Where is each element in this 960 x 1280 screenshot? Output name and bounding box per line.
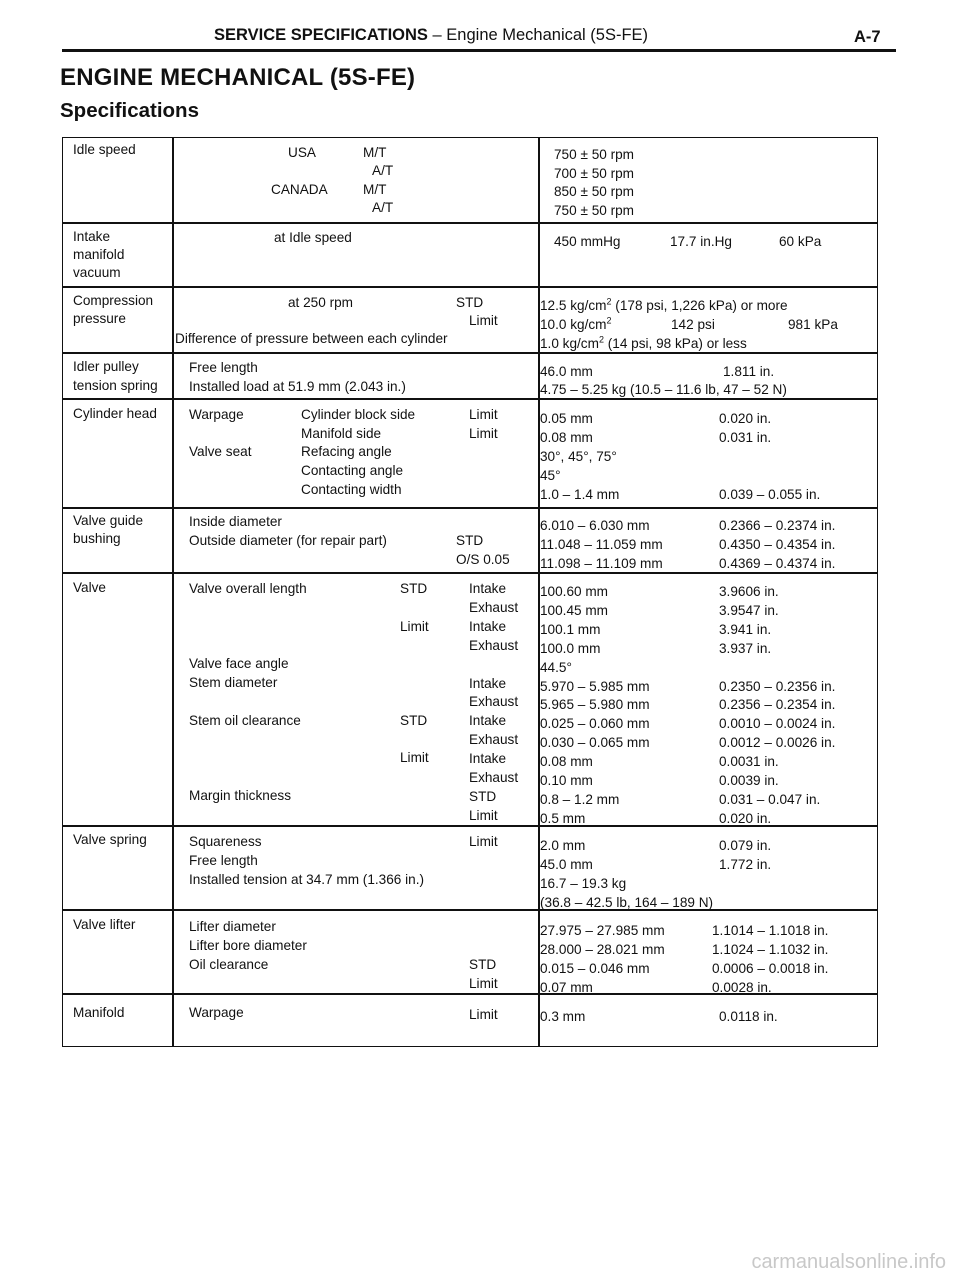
spec-value: 100.60 mm xyxy=(540,584,609,599)
spec-value: 3.9606 in. xyxy=(719,584,779,599)
item-label: Refacing angle xyxy=(301,444,392,459)
valve-side-label: Intake xyxy=(469,618,507,634)
spec-value: 11.098 – 11.109 mm xyxy=(540,556,663,571)
item-label: Cylinder block side xyxy=(301,407,416,422)
valve-side-label: Exhaust xyxy=(469,732,519,748)
condition-label: Difference of pressure between each cylinder xyxy=(175,331,448,346)
spec-value-part: 10.0 kg/cm xyxy=(540,317,607,332)
spec-value: 100.1 mm xyxy=(540,621,601,637)
limit-label: Limit xyxy=(469,407,498,422)
row-divider xyxy=(63,352,877,354)
spec-value: 27.975 – 27.985 mm xyxy=(540,923,665,938)
item-label: Free length xyxy=(189,360,258,375)
item-label: Valve face angle xyxy=(189,656,289,671)
spec-value: 0.2366 – 0.2374 in. xyxy=(719,518,836,533)
spec-value: 60 kPa xyxy=(779,234,822,249)
valve-side-label: Exhaust xyxy=(469,599,519,615)
spec-value: 1.811 in. xyxy=(723,364,775,379)
spec-value: 0.020 in. xyxy=(719,411,772,426)
spec-value: 45° xyxy=(540,468,561,483)
item-label: Warpage xyxy=(189,1005,244,1020)
limit-label: Limit xyxy=(469,313,498,328)
spec-value: 46.0 mm xyxy=(540,364,593,379)
std-label: STD xyxy=(400,581,428,596)
spec-value: 5.970 – 5.985 mm xyxy=(540,678,650,694)
limit-label: Limit xyxy=(469,426,498,441)
watermark: carmanualsonline.info xyxy=(751,1251,946,1273)
row-label: Idler pulley xyxy=(73,359,139,374)
row-label: Cylinder head xyxy=(73,406,157,421)
item-label: Inside diameter xyxy=(189,514,282,529)
condition-label: at Idle speed xyxy=(274,230,352,245)
valve-side-label: Exhaust xyxy=(469,694,519,710)
transmission-label: A/T xyxy=(372,163,394,178)
std-label: STD xyxy=(456,295,484,310)
spec-value: 11.048 – 11.059 mm xyxy=(540,537,663,552)
spec-value: 0.08 mm xyxy=(540,754,593,770)
item-label: Installed tension at 34.7 mm (1.366 in.) xyxy=(189,872,424,887)
spec-value: 1.1024 – 1.1032 in. xyxy=(712,942,829,957)
market-label: USA xyxy=(288,145,316,160)
item-label: Stem oil clearance xyxy=(189,713,301,728)
row-label: manifold xyxy=(73,247,125,262)
row-label: Valve lifter xyxy=(73,917,136,932)
transmission-label: M/T xyxy=(363,145,387,160)
header-rule xyxy=(62,49,896,52)
spec-value: 3.9547 in. xyxy=(719,602,779,618)
spec-value: 0.0118 in. xyxy=(719,1009,778,1024)
spec-value-part: 1.0 kg/cm xyxy=(540,336,599,351)
limit-label: Limit xyxy=(400,750,429,765)
row-divider xyxy=(63,909,877,911)
spec-value: 0.05 mm xyxy=(540,411,593,426)
spec-value xyxy=(540,296,788,315)
valve-side-label: STD xyxy=(469,788,497,804)
specifications-table xyxy=(62,137,878,1047)
row-divider xyxy=(63,222,877,224)
spec-value: 850 ± 50 rpm xyxy=(554,184,635,199)
spec-value: 0.031 in. xyxy=(719,430,772,445)
spec-value: 0.5 mm xyxy=(540,810,586,826)
spec-value: 0.3 mm xyxy=(540,1009,586,1024)
spec-value xyxy=(540,334,747,353)
valve-side-label: Intake xyxy=(469,675,507,691)
std-label: STD xyxy=(469,957,497,972)
spec-value: 0.0031 in. xyxy=(719,754,779,770)
spec-value: 142 psi xyxy=(671,317,715,332)
market-label: CANADA xyxy=(271,182,328,197)
spec-value: 450 mmHg xyxy=(554,234,621,249)
spec-value: 0.2350 – 0.2356 in. xyxy=(719,678,836,694)
spec-value: 0.031 – 0.047 in. xyxy=(719,791,821,807)
spec-value: 0.030 – 0.065 mm xyxy=(540,735,650,751)
row-label: tension spring xyxy=(73,378,158,393)
limit-label: Limit xyxy=(469,1007,498,1022)
row-label: Valve xyxy=(73,580,106,595)
item-label: Valve seat xyxy=(189,444,252,459)
limit-label: Limit xyxy=(400,619,429,634)
spec-value: 6.010 – 6.030 mm xyxy=(540,518,650,533)
spec-value: 0.07 mm xyxy=(540,980,593,995)
item-label: Manifold side xyxy=(301,426,382,441)
spec-value: 0.0010 – 0.0024 in. xyxy=(719,716,836,732)
item-label: Oil clearance xyxy=(189,957,269,972)
spec-value: 0.8 – 1.2 mm xyxy=(540,791,620,807)
std-label: STD xyxy=(400,713,428,728)
page-subtitle: Specifications xyxy=(60,99,199,122)
spec-value: 4.75 – 5.25 kg (10.5 – 11.6 lb, 47 – 52 N) xyxy=(540,382,787,397)
spec-value: 44.5° xyxy=(540,659,572,675)
spec-value: 1.772 in. xyxy=(719,857,772,872)
size-label: O/S 0.05 xyxy=(456,552,510,567)
spec-value: 1.1014 – 1.1018 in. xyxy=(712,923,829,938)
spec-value: 0.4350 – 0.4354 in. xyxy=(719,537,836,552)
superscript: 2 xyxy=(606,296,612,307)
valve-side-label: Intake xyxy=(469,713,507,729)
header-dash: – xyxy=(427,26,447,44)
spec-value xyxy=(540,315,612,334)
item-label: Lifter diameter xyxy=(189,919,276,934)
row-label: Idle speed xyxy=(73,142,136,157)
spec-value: 0.10 mm xyxy=(540,773,593,788)
header-section: SERVICE SPECIFICATIONS xyxy=(214,26,428,44)
row-label: Valve guide xyxy=(73,513,144,528)
spec-value-part: 12.5 kg/cm xyxy=(540,298,607,313)
item-label: Margin thickness xyxy=(189,788,291,803)
item-label: Valve overall length xyxy=(189,581,307,596)
spec-value: 5.965 – 5.980 mm xyxy=(540,697,650,713)
valve-side-label: Intake xyxy=(469,751,507,767)
item-label: Free length xyxy=(189,853,258,868)
row-label: Intake xyxy=(73,229,111,244)
row-label: vacuum xyxy=(73,265,121,280)
spec-value: 3.941 in. xyxy=(719,621,772,637)
item-label: Outside diameter (for repair part) xyxy=(189,533,387,548)
valve-side-label: Limit xyxy=(469,807,498,823)
page-title: ENGINE MECHANICAL (5S-FE) xyxy=(60,64,416,91)
spec-value: 0.025 – 0.060 mm xyxy=(540,716,650,732)
running-header xyxy=(214,26,648,45)
spec-value: 1.0 – 1.4 mm xyxy=(540,487,620,502)
spec-value: 2.0 mm xyxy=(540,838,586,853)
spec-value: 0.0012 – 0.0026 in. xyxy=(719,735,836,751)
item-label: Lifter bore diameter xyxy=(189,938,307,953)
spec-value: 750 ± 50 rpm xyxy=(554,203,635,218)
spec-value: 0.0028 in. xyxy=(712,980,772,995)
item-label: Contacting angle xyxy=(301,463,404,478)
header-subsection: Engine Mechanical (5S-FE) xyxy=(446,26,649,44)
spec-value: 0.4369 – 0.4374 in. xyxy=(719,556,836,571)
item-label: Warpage xyxy=(189,407,244,422)
spec-value: (36.8 – 42.5 lb, 164 – 189 N) xyxy=(540,895,714,910)
limit-label: Limit xyxy=(469,976,498,991)
item-label: Stem diameter xyxy=(189,675,278,690)
spec-value: 17.7 in.Hg xyxy=(670,234,732,249)
row-label: bushing xyxy=(73,531,121,546)
spec-value: 0.2356 – 0.2354 in. xyxy=(719,697,836,713)
spec-value: 981 kPa xyxy=(788,317,838,332)
spec-value: 3.937 in. xyxy=(719,640,772,656)
spec-value: 0.015 – 0.046 mm xyxy=(540,961,650,976)
spec-value: 0.079 in. xyxy=(719,838,772,853)
transmission-label: M/T xyxy=(363,182,387,197)
row-label: Compression xyxy=(73,293,154,308)
spec-value: 0.08 mm xyxy=(540,430,593,445)
valve-side-label: Intake xyxy=(469,581,507,596)
spec-value: 700 ± 50 rpm xyxy=(554,166,635,181)
row-label: Valve spring xyxy=(73,832,147,847)
spec-value: 750 ± 50 rpm xyxy=(554,147,635,162)
spec-value: 45.0 mm xyxy=(540,857,593,872)
spec-value-part: (14 psi, 98 kPa) or less xyxy=(603,336,747,351)
row-divider xyxy=(63,286,877,288)
spec-value: 0.0039 in. xyxy=(719,773,779,788)
spec-value: 0.0006 – 0.0018 in. xyxy=(712,961,829,976)
spec-value: 100.0 mm xyxy=(540,640,601,656)
valve-side-label: Exhaust xyxy=(469,637,519,653)
row-label: Manifold xyxy=(73,1005,125,1020)
row-label: pressure xyxy=(73,311,126,326)
spec-value-part: (178 psi, 1,226 kPa) or more xyxy=(611,298,788,313)
spec-value: 0.020 in. xyxy=(719,810,772,826)
limit-label: Limit xyxy=(469,834,498,849)
spec-value: 30°, 45°, 75° xyxy=(540,449,617,464)
row-divider xyxy=(63,507,877,509)
spec-value: 100.45 mm xyxy=(540,602,609,618)
item-label: Installed load at 51.9 mm (2.043 in.) xyxy=(189,379,406,394)
std-label: STD xyxy=(456,533,484,548)
spec-value: 0.039 – 0.055 in. xyxy=(719,487,821,502)
item-label: Squareness xyxy=(189,834,262,849)
page-number: A-7 xyxy=(854,28,881,46)
superscript: 2 xyxy=(606,315,612,326)
item-label: Contacting width xyxy=(301,482,402,497)
transmission-label: A/T xyxy=(372,200,394,215)
superscript: 2 xyxy=(598,334,604,345)
spec-value: 16.7 – 19.3 kg xyxy=(540,876,627,891)
spec-value: 28.000 – 28.021 mm xyxy=(540,942,665,957)
valve-side-label: Exhaust xyxy=(469,770,519,785)
condition-label: at 250 rpm xyxy=(288,295,353,310)
